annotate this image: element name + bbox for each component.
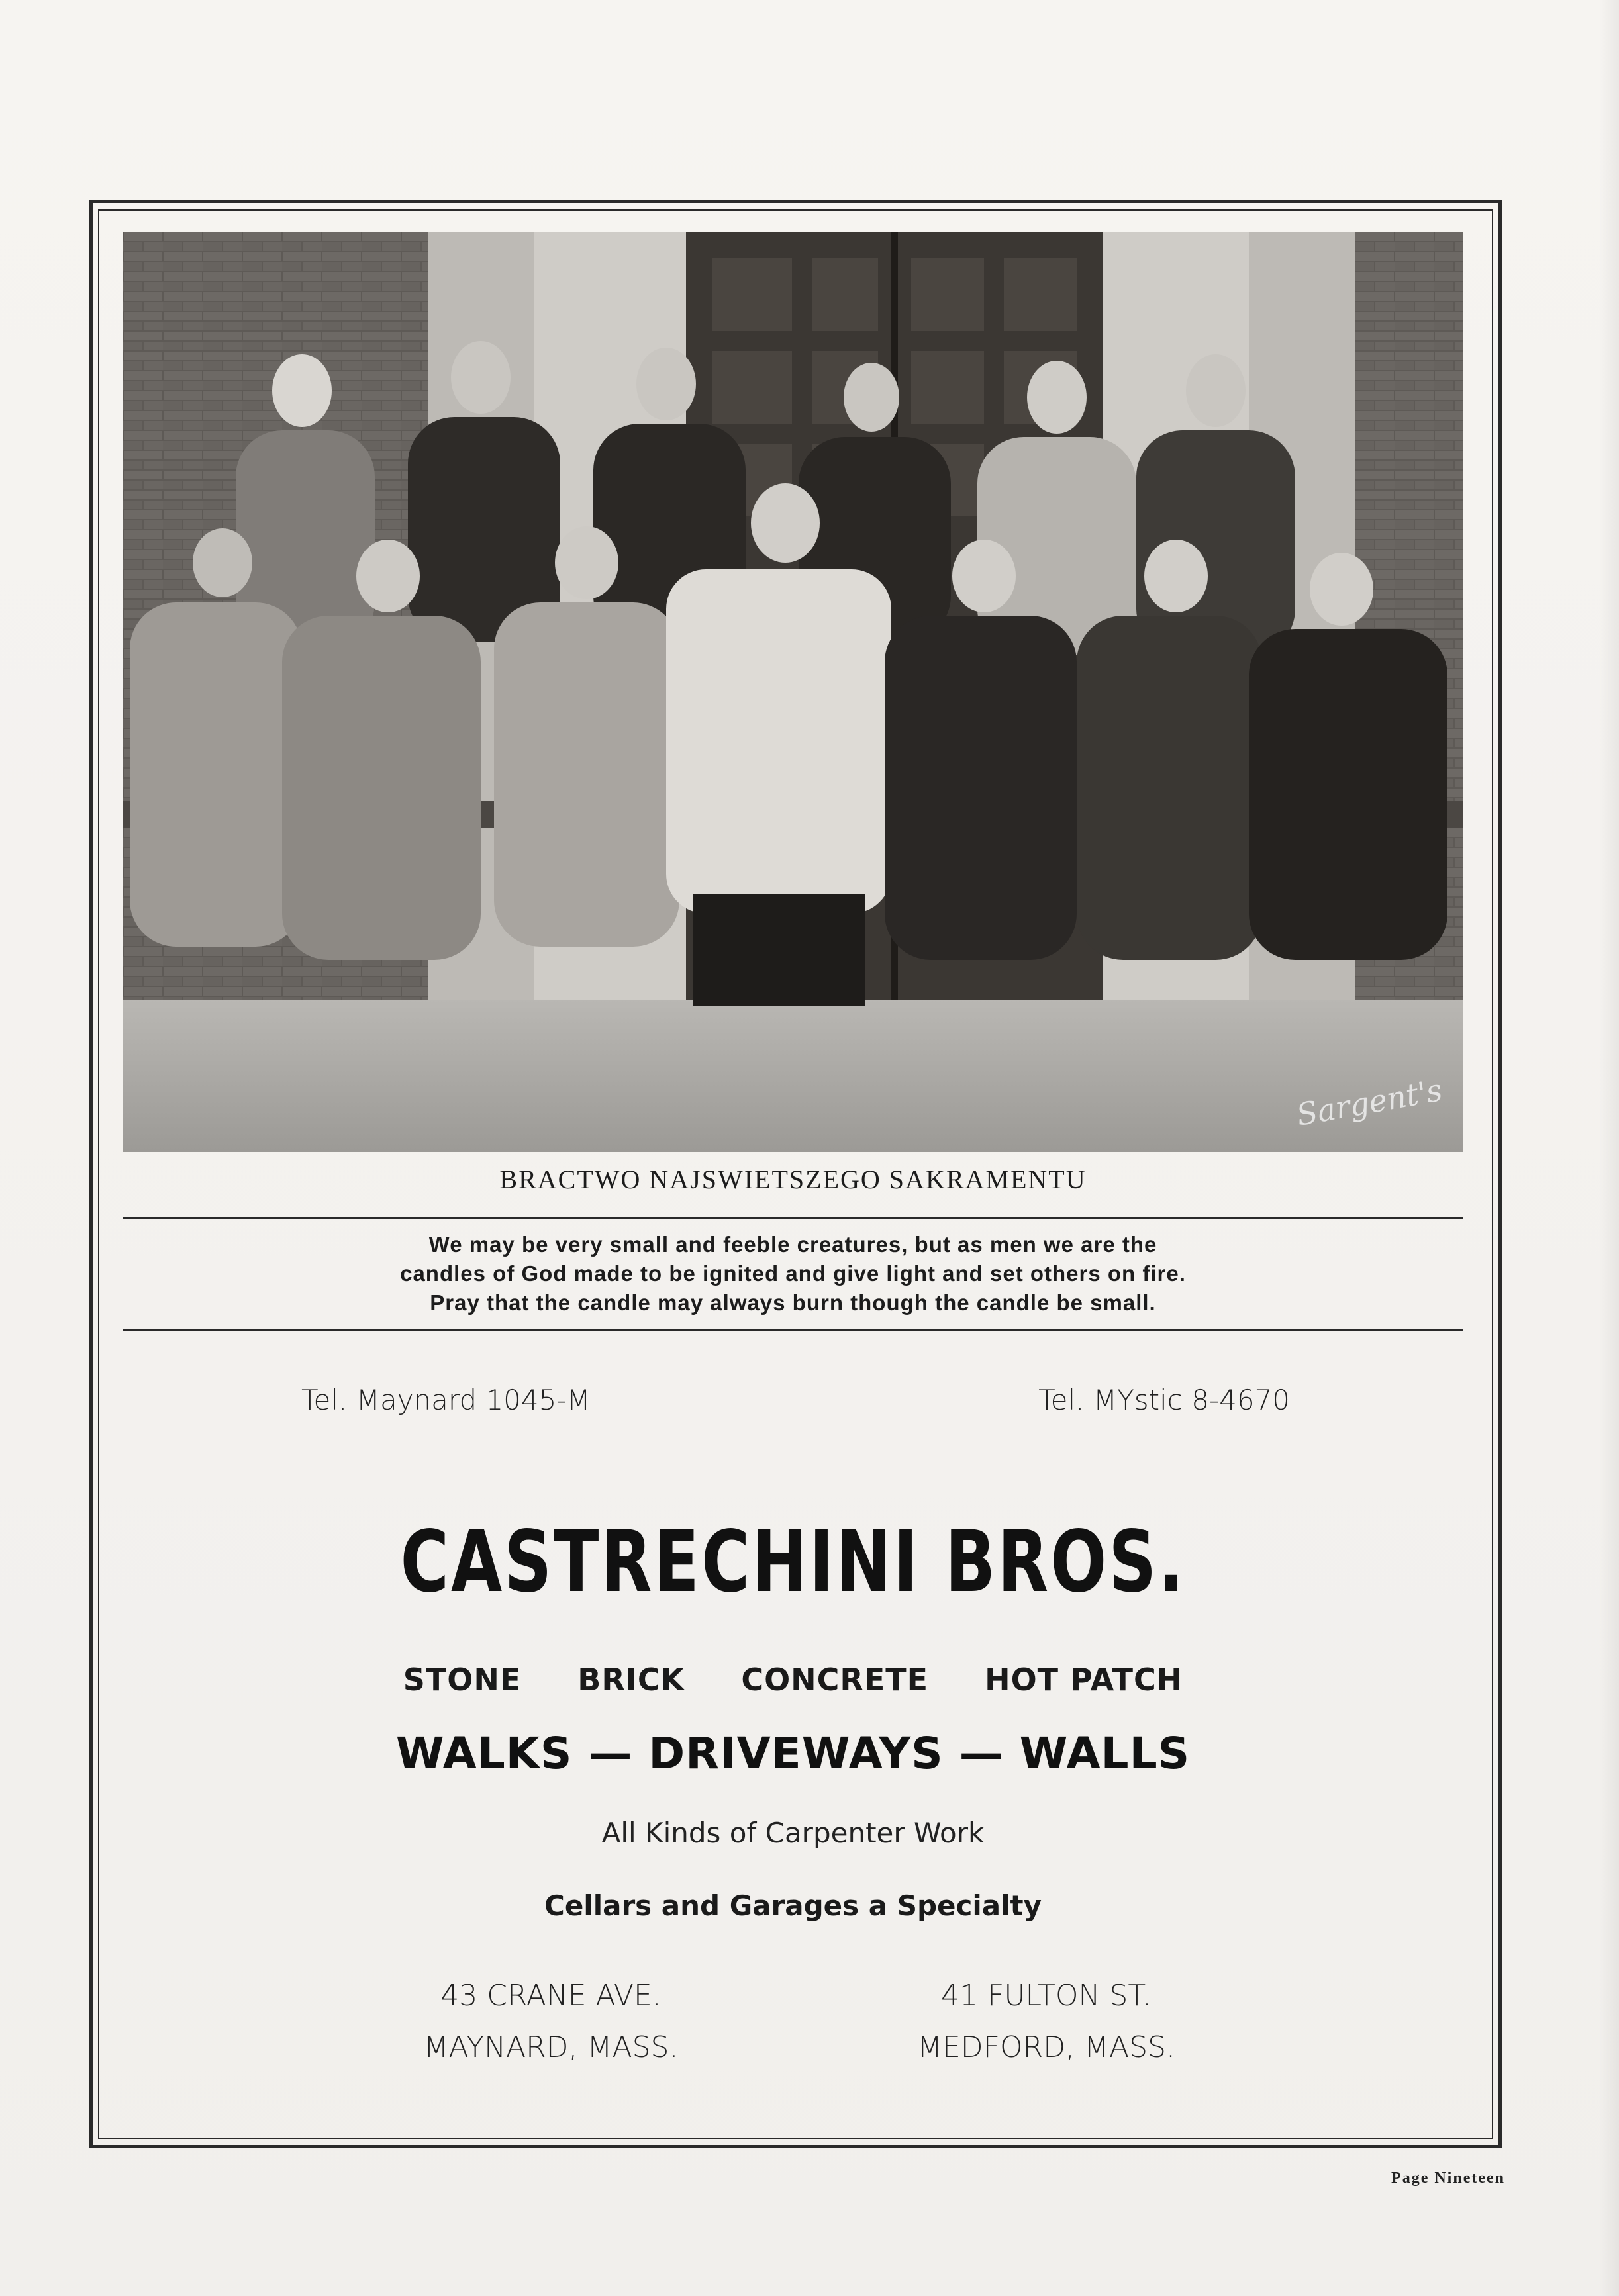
carpenter-line: All Kinds of Carpenter Work (601, 1817, 985, 1849)
rule-bottom (123, 1329, 1463, 1331)
address-medford (814, 1970, 1278, 2074)
scan-edge-shadow (1599, 0, 1619, 2296)
quote-line-2: candles of God made to be ignited and give light and set others on fire. (400, 1261, 1186, 1286)
service-item: BRICK (577, 1662, 685, 1698)
service-item: STONE (403, 1662, 522, 1698)
phone-maynard: Tel. Maynard 1045-M (301, 1384, 591, 1416)
company-name: CASTRECHINI BROS. (400, 1513, 1186, 1611)
address-city: MEDFORD, MASS. (917, 2031, 1175, 2064)
page-number: Page Nineteen (1391, 2170, 1505, 2187)
phone-mystic: Tel. MYstic 8-4670 (1038, 1384, 1290, 1416)
address-street: 41 FULTON ST. (941, 1979, 1152, 2013)
photographer-signature: Sargent's (1294, 1072, 1446, 1133)
service-item: HOT PATCH (985, 1662, 1183, 1698)
specialty-line: Cellars and Garages a Specialty (544, 1889, 1042, 1922)
services-list (123, 1662, 1463, 1698)
service-item: CONCRETE (741, 1662, 929, 1698)
quote-line-3: Pray that the candle may always burn though the candle be small. (430, 1290, 1156, 1315)
photo-caption: BRACTWO NAJSWIETSZEGO SAKRAMENTU (499, 1165, 1087, 1194)
group-photo-illustration (123, 232, 1463, 1152)
address-street: 43 CRANE AVE. (440, 1979, 662, 2013)
address-city: MAYNARD, MASS. (423, 2031, 679, 2064)
address-maynard (319, 1970, 783, 2074)
quote-line-1: We may be very small and feeble creatures, but as men we are the (428, 1232, 1157, 1257)
quote-block (123, 1230, 1463, 1317)
group-photo (123, 232, 1463, 1152)
rule-top (123, 1217, 1463, 1219)
ad-headline: WALKS — DRIVEWAYS — WALLS (395, 1728, 1191, 1779)
